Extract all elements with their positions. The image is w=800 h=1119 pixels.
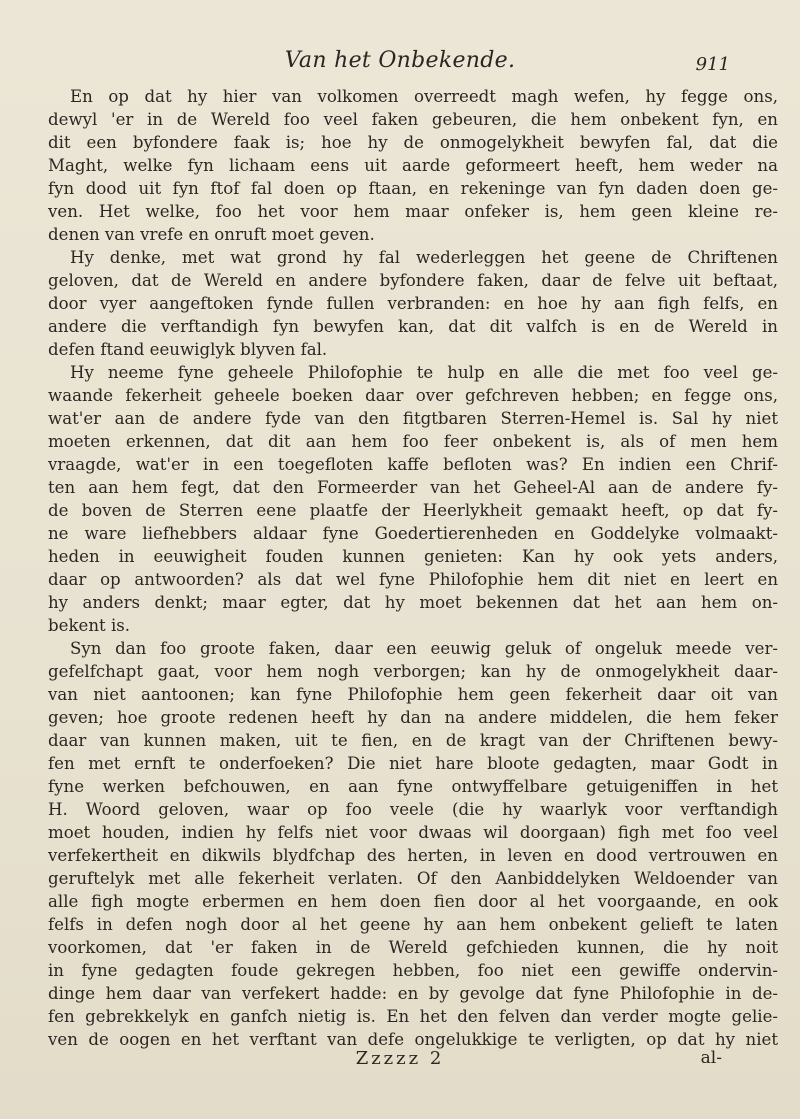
signature-mark: Zzzzz 2 xyxy=(355,1048,445,1069)
body-text xyxy=(48,85,778,1051)
text-line: fyn dood uit fyn ftof fal doen op ftaan, en rekeninge van fyn daden doen ge- xyxy=(48,179,778,198)
page-header xyxy=(0,48,800,78)
text-line: waande fekerheit geheele boeken daar over gefchreven hebben; en fegge ons, xyxy=(48,386,778,405)
text-line: van niet aantoonen; kan fyne Philofophie hem geen fekerheit daar oit van xyxy=(48,685,778,704)
text-line: daar van kunnen maken, uit te fien, en de kragt van der Chriftenen bewy- xyxy=(48,731,778,750)
text-line: fen gebrekkelyk en ganfch nietig is. En het den felven dan verder mogte gelie- xyxy=(48,1007,778,1026)
text-line: Hy denke, met wat grond hy fal wederleggen het geene de Chriftenen xyxy=(70,248,778,267)
text-line: denen van vrefe en onruft moet geven. xyxy=(48,225,375,244)
text-line: dinge hem daar van verfekert hadde: en by gevolge dat fyne Philofophie in de- xyxy=(48,984,778,1003)
page-footer xyxy=(0,1048,800,1074)
text-line: verfekertheit en dikwils blydfchap des herten, in leven en dood vertrouwen en xyxy=(48,846,778,865)
text-line: fyne werken befchouwen, en aan fyne ontwyffelbare getuigeniffen in het xyxy=(48,777,778,796)
text-line: dit een byfondere faak is; hoe hy de onmogelykheit bewyfen fal, dat die xyxy=(48,133,778,152)
page-number: 911 xyxy=(695,54,730,75)
text-line: ven. Het welke, foo het voor hem maar onfeker is, hem geen kleine re- xyxy=(48,202,778,221)
text-line: bekent is. xyxy=(48,616,131,635)
text-line: Maght, welke fyn lichaam eens uit aarde geformeert heeft, hem weder na xyxy=(48,156,778,175)
text-line: Syn dan foo groote faken, daar een eeuwig geluk of ongeluk meede ver- xyxy=(70,639,778,658)
catchword: al- xyxy=(700,1048,722,1068)
text-line: fen met ernft te onderfoeken? Die niet hare bloote gedagten, maar Godt in xyxy=(48,754,778,773)
text-line: in fyne gedagten foude gekregen hebben, foo niet een gewiffe ondervin- xyxy=(48,961,778,980)
text-line: felfs in defen nogh door al het geene hy aan hem onbekent gelieft te laten xyxy=(48,915,778,934)
text-line: door vyer aangeftoken fynde fullen verbranden: en hoe hy aan figh felfs, en xyxy=(48,294,778,313)
text-line: Hy neeme fyne geheele Philofophie te hulp en alle die met foo veel ge- xyxy=(70,363,778,382)
text-line: de boven de Sterren eene plaatfe der Heerlykheit gemaakt heeft, op dat fy- xyxy=(48,501,778,520)
text-line: daar op antwoorden? als dat wel fyne Philofophie hem dit niet en leert en xyxy=(48,570,778,589)
text-line: andere die verftandigh fyn bewyfen kan, dat dit valfch is en de Wereld in xyxy=(48,317,778,336)
text-line: alle figh mogte erbermen en hem doen fien door al het voorgaande, en ook xyxy=(48,892,778,911)
text-line: voorkomen, dat 'er faken in de Wereld gefchieden kunnen, die hy noit xyxy=(48,938,778,957)
text-line: H. Woord geloven, waar op foo veele (die hy waarlyk voor verftandigh xyxy=(48,800,778,819)
text-line: wat'er aan de andere fyde van den fitgtbaren Sterren-Hemel is. Sal hy niet xyxy=(48,409,778,428)
text-line: moeten erkennen, dat dit aan hem foo feer onbekent is, als of men hem xyxy=(48,432,778,451)
text-line: geruftelyk met alle fekerheit verlaten. Of den Aanbiddelyken Weldoender van xyxy=(48,869,778,888)
text-line: moet houden, indien hy felfs niet voor dwaas wil doorgaan) figh met foo veel xyxy=(48,823,778,842)
text-line: En op dat hy hier van volkomen overreedt magh wefen, hy fegge ons, xyxy=(70,87,778,106)
text-line: defen ftand eeuwiglyk blyven fal. xyxy=(48,340,328,359)
text-line: ne ware liefhebbers aldaar fyne Goedertierenheden en Goddelyke volmaakt- xyxy=(48,524,778,543)
text-line: ten aan hem fegt, dat den Formeerder van het Geheel-Al aan de andere fy- xyxy=(48,478,778,497)
text-line: gefelfchapt gaat, voor hem nogh verborgen; kan hy de onmogelykheit daar- xyxy=(48,662,778,681)
text-line: dewyl 'er in de Wereld foo veel faken gebeuren, die hem onbekent fyn, en xyxy=(48,110,778,129)
text-line: vraagde, wat'er in een toegefloten kaffe befloten was? En indien een Chrif- xyxy=(48,455,778,474)
text-line: heden in eeuwigheit fouden kunnen genieten: Kan hy ook yets anders, xyxy=(48,547,778,566)
text-line: geven; hoe groote redenen heeft hy dan na andere middelen, die hem feker xyxy=(48,708,778,727)
text-line: geloven, dat de Wereld en andere byfondere faken, daar de felve uit beftaat, xyxy=(48,271,778,290)
running-title: Van het Onbekende. xyxy=(284,48,516,73)
text-line: hy anders denkt; maar egter, dat hy moet bekennen dat het aan hem on- xyxy=(48,593,778,612)
text-line: ven de oogen en het verftant van defe ongelukkige te verligten, op dat hy niet xyxy=(48,1030,778,1049)
